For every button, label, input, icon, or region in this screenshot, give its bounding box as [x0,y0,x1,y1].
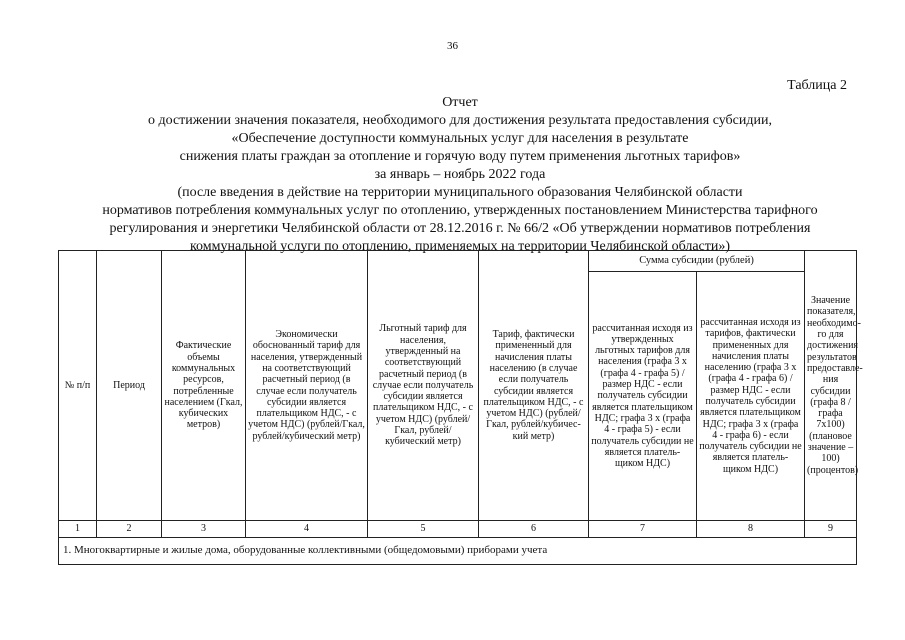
column-number: 9 [805,521,857,538]
column-number: 8 [697,521,805,538]
header-cell-6: Тариф, фактически примененный для начисления платы населению (в случае если получатель субсидии является плательщиком НДС, - с учетом НДС) (рублей/Гкал, рублей/кубичес-кий метр) [479,251,589,521]
column-number: 1 [59,521,97,538]
header-cell-7: рассчитанная исходя из утвержденных льготных тарифов для населения (графа 3 x (графа 4 - графа 5) / размер НДС - если получатель субсидии является плательщиком НДС; графа 3 x (графа 4 - графа 5) - если получатель субсидии не является платель-щиком НДС) [589,272,697,521]
header-cell-8: рассчитанная исходя из тарифов, фактически примененных для начисления платы населению (графа 3 x (графа 4 - графа 6) / размер НДС - если получатель субсидии является плательщиком НДС; графа 3 x (графа 4 - графа 6) - если получатель субсидии не является платель-щиком НДС) [697,272,805,521]
header-cell-2: Период [97,251,162,521]
table-label: Таблица 2 [787,78,847,93]
heading-line: регулирования и энергетики Челябинской области от 28.12.2016 г. № 66/2 «Об утверждении нормативов потребления [109,221,811,236]
heading-line: «Обеспечение доступности коммунальных услуг для населения в результате [231,131,689,146]
header-cell-3: Фактические объемы коммунальных ресурсов, потребленные населением (Гкал, кубических метров) [162,251,246,521]
column-number: 3 [162,521,246,538]
header-cell-5: Льготный тариф для населения, утвержденный на соответствующий расчетный период (в случае если получатель субсидии является плательщиком НДС, - с учетом НДС) (рублей/Гкал, рублей/кубический метр) [368,251,479,521]
column-number: 4 [246,521,368,538]
heading-line: о достижении значения показателя, необходимого для достижения результата предоставления субсидии, [148,113,772,128]
section-row: 1. Многоквартирные и жилые дома, оборудованные коллективными (общедомовыми) приборами учета [59,538,857,565]
header-cell-1: № п/п [59,251,97,521]
header-cell-4: Экономически обоснованный тариф для населения, утвержденный на соответствующий расчетный период (в случае если получатель субсидии является плательщиком НДС, - с учетом НДС) (рублей/Гкал, рублей/кубический метр) [246,251,368,521]
column-number: 7 [589,521,697,538]
column-number-row [59,521,857,538]
column-number: 6 [479,521,589,538]
page-number: 36 [447,40,458,52]
heading-line: коммунальной услуги по отоплению, применяемых на территории Челябинской области») [189,239,731,254]
heading-line: Отчет [442,95,478,110]
heading-line: снижения платы граждан за отопление и горячую воду путем применения льготных тарифов» [179,149,741,164]
report-heading [60,94,860,256]
heading-line: за январь – ноябрь 2022 года [374,167,546,182]
column-number: 5 [368,521,479,538]
heading-line: нормативов потребления коммунальных услуг по отоплению, утвержденных постановлением Министерства тарифного [102,203,818,218]
header-subsidy-group: Сумма субсидии (рублей) [589,251,805,272]
column-number: 2 [97,521,162,538]
header-cell-9: Значение показателя, необходимо-го для достижения результатов предоставле-ния субсидии (графа 8 / графа 7x100) (плановое значение – 100) (процентов) [805,251,857,521]
report-table [58,250,863,565]
heading-line: (после введения в действие на территории муниципального образования Челябинской области [177,185,743,200]
